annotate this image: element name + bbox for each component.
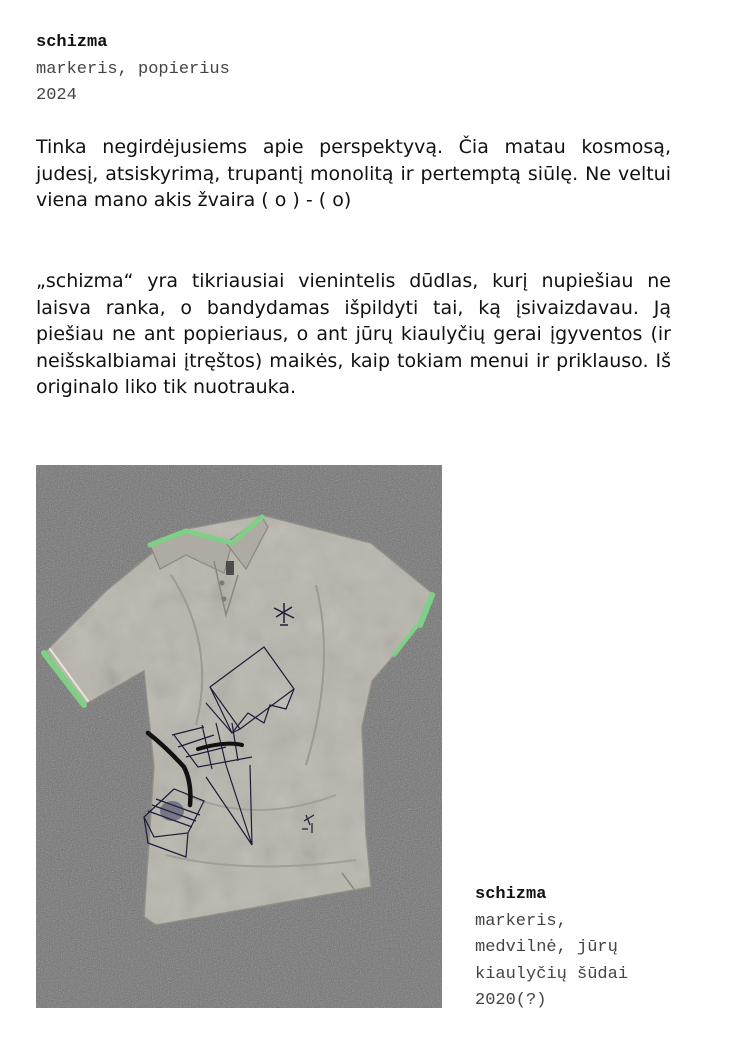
caption-line-2: medvilnė, jūrų — [475, 938, 618, 957]
artwork-year: 2024 — [36, 86, 77, 105]
caption-line-1: markeris, — [475, 911, 567, 931]
shirt-photo — [36, 465, 442, 1008]
description-paragraph-1: Tinka negirdėjusiems apie perspektyvą. Čia matau kosmosą, judesį, atsiskyrimą, trupantį monolitą ir pertemptą siūlę. Ne veltui viena mano akis žvaira ( o ) - ( o) — [36, 136, 671, 211]
caption-line-3: kiaulyčių šūdai — [475, 964, 629, 984]
description-paragraph-2: „schizma“ yra tikriausiai vienintelis dūdlas, kurį nupiešiau ne laisva ranka, o bandydamas išpildyti tai, ką įsivaizdavau. Ją piešiau ne ant popieriaus, o ant jūrų kiaulyčių gerai įgyventos (ir neišskalbiamai įtręštos) maikės, kaip tokiam menui ir priklauso. Iš originalo liko tik nuotrauka. — [36, 270, 671, 398]
photo-caption — [475, 882, 628, 1015]
caption-line-4: 2020(?) — [475, 991, 547, 1010]
artwork-header — [36, 30, 230, 110]
artwork-medium: markeris, popierius — [36, 59, 230, 79]
artwork-title: schizma — [36, 33, 108, 52]
caption-title: schizma — [475, 885, 547, 904]
